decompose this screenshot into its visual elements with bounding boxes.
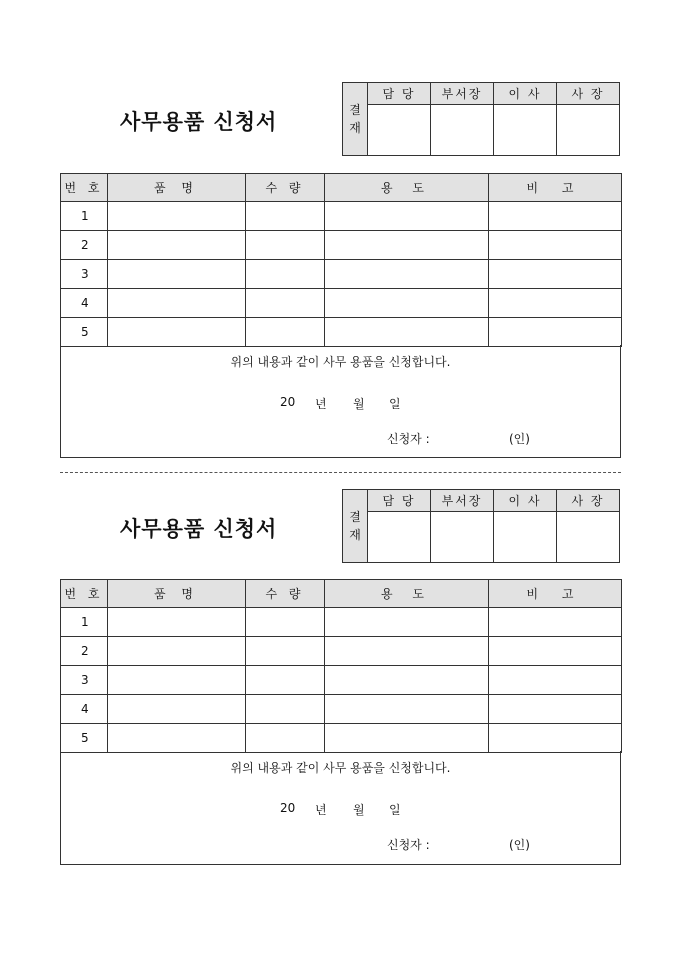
header-purpose: 용 도 (325, 174, 489, 202)
item-name-cell[interactable] (108, 202, 246, 231)
purpose-cell[interactable] (325, 231, 489, 260)
remarks-cell[interactable] (489, 318, 622, 347)
quantity-cell[interactable] (246, 608, 325, 637)
table-row (61, 289, 622, 318)
date-year-prefix[interactable]: 20 (280, 801, 296, 815)
table-row (61, 231, 622, 260)
table-header-row (61, 580, 622, 608)
purpose-cell[interactable] (325, 608, 489, 637)
date-day-label: 일 (389, 397, 401, 411)
row-number: 4 (61, 695, 108, 724)
approval-side-label-1: 결 (349, 103, 361, 117)
request-statement-box (60, 751, 621, 865)
applicant-seal[interactable]: (인) (509, 432, 530, 446)
table-header-row (61, 174, 622, 202)
quantity-cell[interactable] (246, 666, 325, 695)
approval-role-manager: 담 당 (368, 83, 431, 105)
purpose-cell[interactable] (325, 289, 489, 318)
cut-line-divider (60, 472, 621, 473)
remarks-cell[interactable] (489, 231, 622, 260)
item-name-cell[interactable] (108, 724, 246, 753)
approval-sign-director[interactable] (494, 512, 557, 563)
table-row (61, 260, 622, 289)
approval-role-dept-head: 부서장 (431, 490, 494, 512)
row-number: 3 (61, 666, 108, 695)
item-name-cell[interactable] (108, 260, 246, 289)
date-year-prefix[interactable]: 20 (280, 395, 296, 409)
applicant-label: 신청자 : (387, 432, 430, 446)
approval-role-president: 사 장 (557, 83, 620, 105)
date-year-label: 년 (315, 803, 327, 817)
table-row (61, 666, 622, 695)
quantity-cell[interactable] (246, 318, 325, 347)
remarks-cell[interactable] (489, 260, 622, 289)
remarks-cell[interactable] (489, 637, 622, 666)
quantity-cell[interactable] (246, 260, 325, 289)
approval-role-dept-head: 부서장 (431, 83, 494, 105)
request-statement: 위의 내용과 같이 사무 용품을 신청합니다. (230, 761, 451, 775)
applicant-seal[interactable]: (인) (509, 838, 530, 852)
item-name-cell[interactable] (108, 318, 246, 347)
approval-side-label-2: 재 (349, 121, 361, 135)
remarks-cell[interactable] (489, 608, 622, 637)
date-month-label: 월 (353, 803, 365, 817)
row-number: 5 (61, 724, 108, 753)
quantity-cell[interactable] (246, 695, 325, 724)
approval-sign-manager[interactable] (368, 512, 431, 563)
row-number: 1 (61, 608, 108, 637)
date-day-label: 일 (389, 803, 401, 817)
header-number: 번 호 (61, 174, 108, 202)
approval-box (342, 489, 620, 563)
header-purpose: 용 도 (325, 580, 489, 608)
row-number: 3 (61, 260, 108, 289)
approval-role-manager: 담 당 (368, 490, 431, 512)
remarks-cell[interactable] (489, 202, 622, 231)
approval-side-label-2: 재 (349, 528, 361, 542)
approval-role-director: 이 사 (494, 490, 557, 512)
purpose-cell[interactable] (325, 202, 489, 231)
table-row (61, 318, 622, 347)
item-name-cell[interactable] (108, 231, 246, 260)
items-table (60, 173, 622, 347)
approval-role-director: 이 사 (494, 83, 557, 105)
header-item-name: 품 명 (108, 174, 246, 202)
approval-sign-president[interactable] (557, 512, 620, 563)
remarks-cell[interactable] (489, 695, 622, 724)
row-number: 2 (61, 637, 108, 666)
approval-side-label (343, 490, 368, 563)
approval-role-president: 사 장 (557, 490, 620, 512)
date-month-label: 월 (353, 397, 365, 411)
quantity-cell[interactable] (246, 637, 325, 666)
quantity-cell[interactable] (246, 202, 325, 231)
row-number: 2 (61, 231, 108, 260)
request-statement: 위의 내용과 같이 사무 용품을 신청합니다. (230, 355, 451, 369)
approval-sign-dept-head[interactable] (431, 105, 494, 156)
table-row (61, 608, 622, 637)
approval-sign-manager[interactable] (368, 105, 431, 156)
purpose-cell[interactable] (325, 666, 489, 695)
header-remarks: 비 고 (489, 174, 622, 202)
approval-side-label-1: 결 (349, 510, 361, 524)
row-number: 4 (61, 289, 108, 318)
quantity-cell[interactable] (246, 724, 325, 753)
purpose-cell[interactable] (325, 318, 489, 347)
approval-sign-dept-head[interactable] (431, 512, 494, 563)
item-name-cell[interactable] (108, 289, 246, 318)
header-number: 번 호 (61, 580, 108, 608)
row-number: 5 (61, 318, 108, 347)
form-title: 사무용품 신청서 (120, 109, 278, 134)
quantity-cell[interactable] (246, 289, 325, 318)
table-row (61, 724, 622, 753)
item-name-cell[interactable] (108, 608, 246, 637)
approval-side-label (343, 83, 368, 156)
approval-sign-director[interactable] (494, 105, 557, 156)
form-title: 사무용품 신청서 (120, 516, 278, 541)
item-name-cell[interactable] (108, 695, 246, 724)
header-quantity: 수 량 (246, 174, 325, 202)
remarks-cell[interactable] (489, 289, 622, 318)
purpose-cell[interactable] (325, 637, 489, 666)
header-remarks: 비 고 (489, 580, 622, 608)
approval-box (342, 82, 620, 156)
header-quantity: 수 량 (246, 580, 325, 608)
header-item-name: 품 명 (108, 580, 246, 608)
items-table (60, 579, 622, 753)
date-year-label: 년 (315, 397, 327, 411)
request-statement-box (60, 345, 621, 458)
purpose-cell[interactable] (325, 695, 489, 724)
table-row (61, 695, 622, 724)
quantity-cell[interactable] (246, 231, 325, 260)
approval-sign-president[interactable] (557, 105, 620, 156)
row-number: 1 (61, 202, 108, 231)
applicant-label: 신청자 : (387, 838, 430, 852)
table-row (61, 637, 622, 666)
purpose-cell[interactable] (325, 260, 489, 289)
remarks-cell[interactable] (489, 666, 622, 695)
purpose-cell[interactable] (325, 724, 489, 753)
remarks-cell[interactable] (489, 724, 622, 753)
table-row (61, 202, 622, 231)
item-name-cell[interactable] (108, 666, 246, 695)
item-name-cell[interactable] (108, 637, 246, 666)
